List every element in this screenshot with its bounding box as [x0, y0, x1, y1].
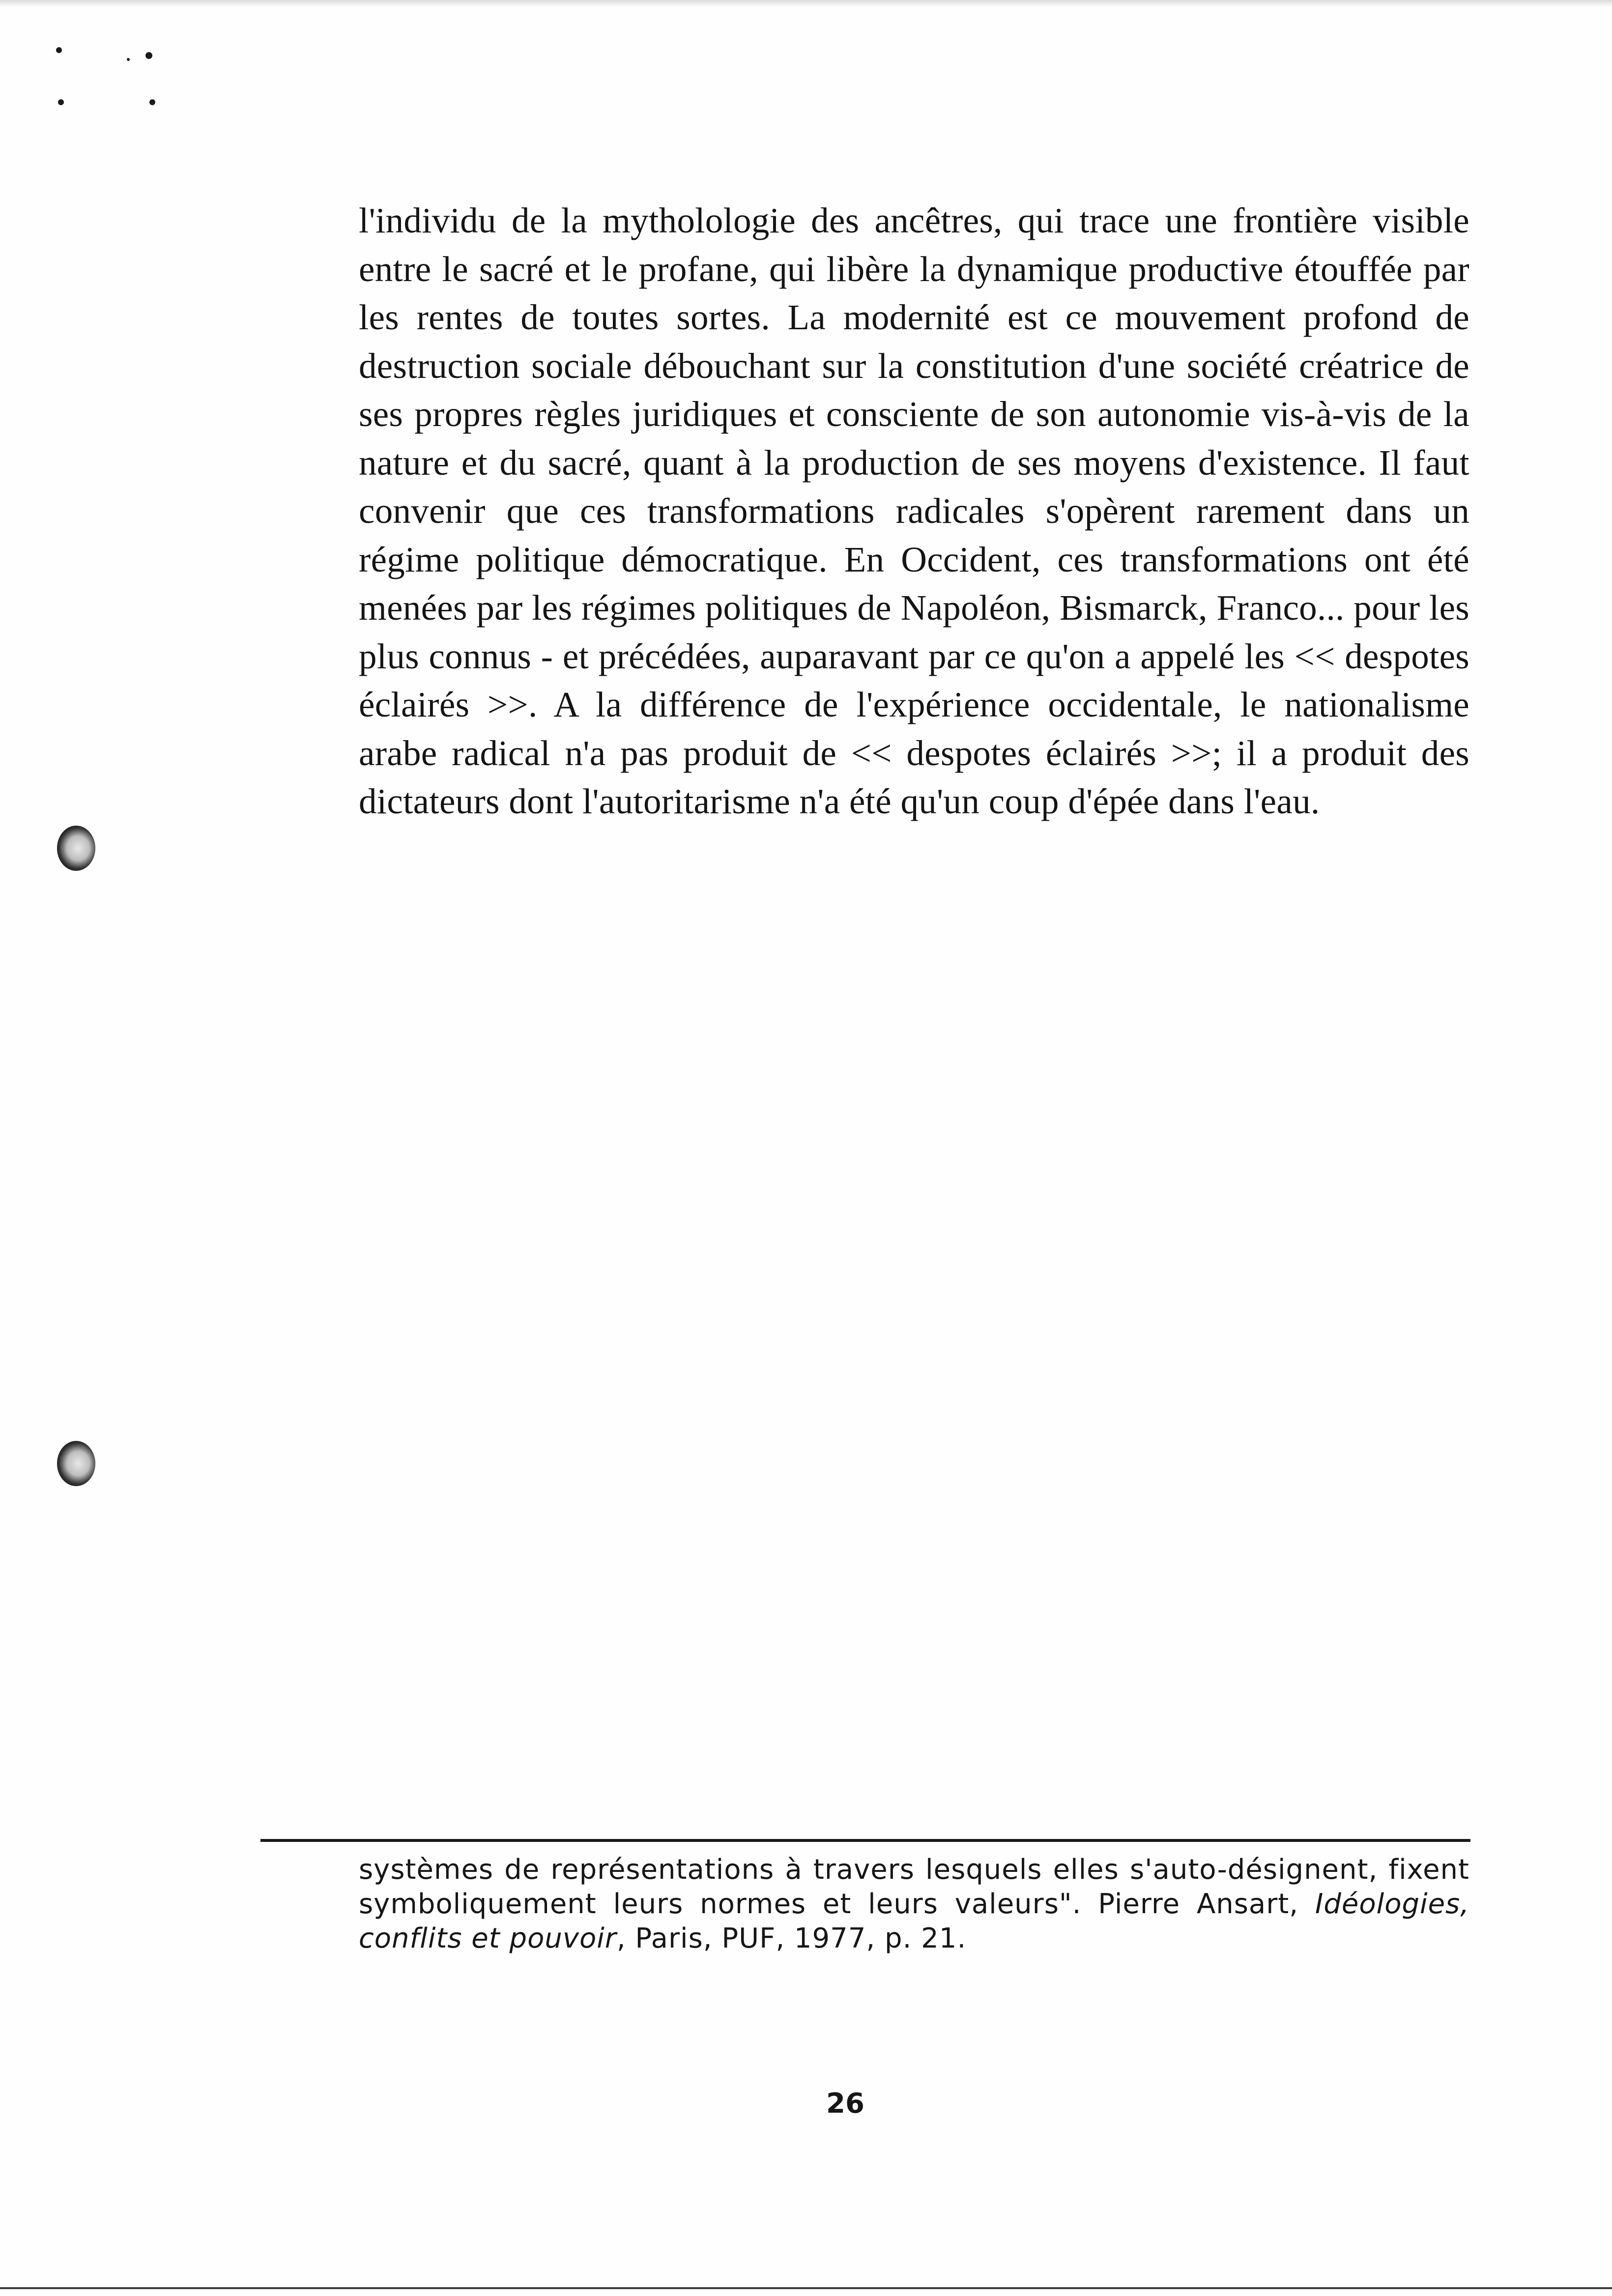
scan-speck	[145, 52, 152, 59]
punch-hole	[57, 1441, 95, 1486]
page-number: 26	[826, 2088, 864, 2120]
scan-speck	[149, 99, 155, 105]
footnote-separator	[260, 1839, 1470, 1842]
footnote	[359, 1853, 1469, 1956]
footnote-text: systèmes de représentations à travers lesquels elles s'auto-désignent, fixent symboliquement leurs normes et leurs valeurs". Pierre Ansart,	[359, 1854, 1469, 1920]
punch-hole	[57, 826, 95, 871]
body-paragraph: l'individu de la mytholologie des ancêtres, qui trace une frontière visible entre le sacré et le profane, qui libère la dynamique productive étouffée par les rentes de toutes sortes. La modernité est ce mouvement profond de destruction sociale débouchant sur la constitution d'une société créatrice de ses propres règles juridiques et consciente de son autonomie vis-à-vis de la nature et du sacré, quant à la production de ses moyens d'existence. Il faut convenir que ces transformations radicales s'opèrent rarement dans un régime politique démocratique. En Occident, ces transformations ont été menées par les régimes politiques de Napoléon, Bismarck, Franco... pour les plus connus - et précédées, auparavant par ce qu'on a appelé les << despotes éclairés >>. A la différence de l'expérience occidentale, le nationalisme arabe radical n'a pas produit de << despotes éclairés >>; il a produit des dictateurs dont l'autoritarisme n'a été qu'un coup d'épée dans l'eau.	[359, 201, 1469, 821]
scan-speck	[56, 47, 62, 53]
scan-speck	[127, 58, 130, 61]
footnote-citation: , Paris, PUF, 1977, p. 21.	[616, 1923, 967, 1954]
scan-bottom-edge	[0, 2287, 1612, 2289]
footnote-book-title: Idéologies, conflits et pouvoir	[359, 1888, 1469, 1954]
scan-speck	[58, 99, 64, 105]
scan-top-edge	[0, 0, 1612, 7]
